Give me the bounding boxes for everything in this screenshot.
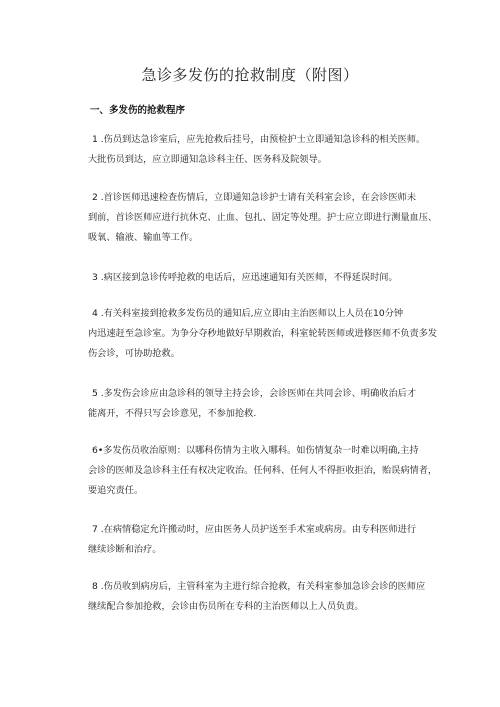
paragraph-line: 5 .多发伤会诊应由急诊科的领导主持会诊，会诊医师在共同会诊、明确收治后才 [92, 388, 417, 399]
paragraph-5 [88, 384, 438, 424]
paragraph-line: 3 .病区接到急诊传呼抢救的电话后，应迅速通知有关医师，不得延误时间。 [92, 272, 398, 283]
section-heading: 一、多发伤的抢救程序 [90, 105, 186, 116]
paragraph-line: 7 .在病情稳定允许搬动时，应由医务人员护送至手术室或病房。由专科医师进行 [92, 524, 417, 535]
paragraph-line: 6•多发伤员收治原则：以哪科伤情为主收入哪科。如伤情复杂一时难以明确,主持 [92, 445, 419, 456]
paragraph-line: 能离开，不得只写会诊意见，不参加抢救. [88, 408, 257, 419]
paragraph-line: 4 .有关科室接到抢救多发伤员的通知后,应立即由主治医师以上人员在10分钟 [92, 308, 404, 319]
paragraph-1 [88, 130, 438, 170]
paragraph-line: 伤会诊，可协助抢救。 [88, 348, 180, 359]
paragraph-4 [88, 304, 438, 364]
paragraph-line: 吸氧、输液、输血等工作。 [88, 232, 199, 243]
paragraph-line: 要追究责任。 [88, 485, 144, 496]
paragraph-8 [88, 577, 438, 617]
paragraph-line: 内迅速赶至急诊室。为争分夺秒地做好早期救治，科室轮转医师或进修医师不负责多发 [88, 328, 438, 339]
paragraph-6 [88, 441, 438, 501]
document-title: 急诊多发伤的抢救制度（附图） [141, 66, 359, 84]
paragraph-line: 2 .首诊医师迅速检查伤情后，立即通知急诊护士请有关科室会诊，在会诊医师未 [92, 192, 417, 203]
paragraph-line: 1 .伤员到达急诊室后，应先抢救后挂号，由预检护士立即通知急诊科的相关医师。 [92, 134, 426, 145]
paragraph-line: 大批伤员到达，应立即通知急诊科主任、医务科及院领导。 [88, 154, 327, 165]
paragraph-3 [88, 268, 438, 288]
paragraph-line: 会诊的医师及急诊科主任有权决定收治。任何科、任何人不得拒收拒治，贻误病情者， [88, 465, 438, 476]
paragraph-line: 8 .伤员收到病房后，主管科室为主进行综合抢救，有关科室参加急诊会诊的医师应 [92, 581, 426, 592]
paragraph-line: 继续配合参加抢救，会诊由伤员所在专科的主治医师以上人员负责。 [88, 601, 364, 612]
paragraph-line: 继续诊断和治疗。 [88, 544, 162, 555]
paragraph-line: 到前，首诊医师应进行抗休克、止血、包扎、固定等处理。护士应立即进行测量血压、 [88, 212, 438, 223]
paragraph-7 [88, 520, 438, 560]
paragraph-2 [88, 188, 438, 248]
